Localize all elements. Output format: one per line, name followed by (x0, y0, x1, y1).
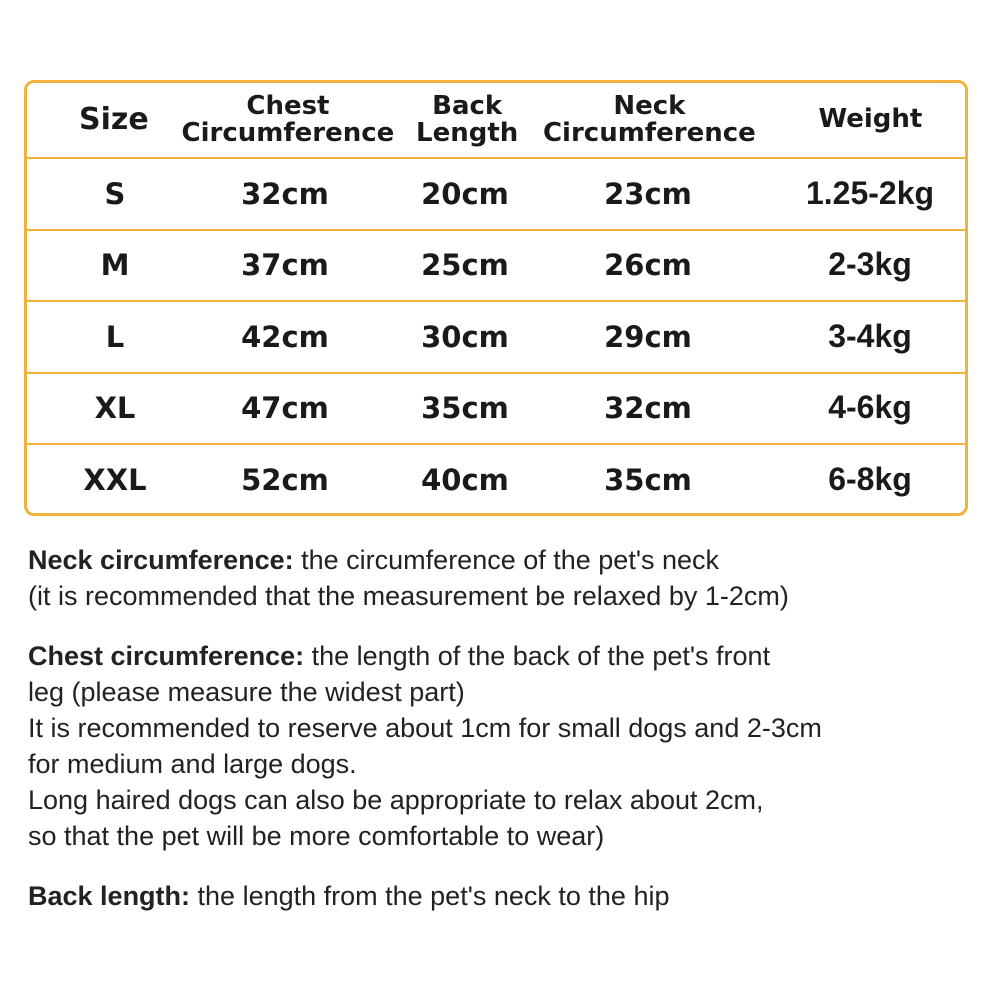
cell-weight: 1.25-2kg (805, 174, 935, 211)
cell-back: 30cm (421, 319, 509, 354)
cell-chest: 32cm (241, 176, 329, 211)
header-chest-circumference: Chest Circumference (181, 90, 395, 148)
note-line (28, 638, 988, 674)
cell-chest: 47cm (241, 391, 329, 426)
cell-size: L (105, 319, 125, 354)
cell-chest: 52cm (241, 462, 329, 497)
cell-chest: 42cm (241, 319, 329, 354)
cell-back: 25cm (421, 248, 509, 283)
cell-weight: 4-6kg (828, 389, 912, 426)
cell-back: 35cm (421, 391, 509, 426)
note-back-length (28, 878, 988, 914)
cell-back: 40cm (421, 462, 509, 497)
cell-size: XL (94, 391, 136, 426)
cell-neck: 29cm (604, 319, 692, 354)
header-weight: Weight (818, 104, 923, 135)
table-header-row (27, 83, 965, 157)
note-label: Back length: (28, 881, 191, 911)
note-chest-circumference (28, 638, 988, 854)
note-line (28, 878, 988, 914)
cell-weight: 6-8kg (828, 460, 912, 497)
table-row (27, 157, 965, 229)
note-text: It is recommended to reserve about 1cm for small dogs and 2-3cm (28, 713, 822, 743)
cell-size: S (104, 176, 126, 211)
note-label: Chest circumference: (28, 641, 305, 671)
note-neck-circumference (28, 542, 988, 614)
note-label: Neck circumference: (28, 545, 294, 575)
table-row (27, 300, 965, 372)
cell-back: 20cm (421, 176, 509, 211)
note-text: so that the pet will be more comfortable to wear) (28, 821, 605, 851)
note-text: leg (please measure the widest part) (28, 677, 465, 707)
cell-chest: 37cm (241, 248, 329, 283)
size-chart-table (24, 80, 968, 516)
cell-neck: 26cm (604, 248, 692, 283)
note-line (28, 542, 988, 578)
note-text: (it is recommended that the measurement be relaxed by 1-2cm) (28, 581, 789, 611)
note-text: the length from the pet's neck to the hip (190, 881, 670, 911)
table-row (27, 229, 965, 301)
note-text: for medium and large dogs. (28, 749, 357, 779)
cell-size: XXL (83, 462, 147, 497)
note-text: the circumference of the pet's neck (293, 545, 720, 575)
cell-neck: 32cm (604, 391, 692, 426)
table-row (27, 443, 965, 515)
note-text: Long haired dogs can also be appropriate to relax about 2cm, (28, 785, 764, 815)
cell-weight: 3-4kg (828, 317, 912, 354)
measurement-notes (28, 542, 988, 914)
header-neck-circumference: Neck Circumference (542, 90, 756, 148)
header-back-length: Back Length (416, 90, 519, 148)
cell-neck: 23cm (604, 176, 692, 211)
note-text: the length of the back of the pet's front (304, 641, 771, 671)
table-row (27, 372, 965, 444)
header-size: Size (79, 102, 149, 138)
cell-size: M (100, 248, 130, 283)
cell-weight: 2-3kg (828, 246, 912, 283)
cell-neck: 35cm (604, 462, 692, 497)
